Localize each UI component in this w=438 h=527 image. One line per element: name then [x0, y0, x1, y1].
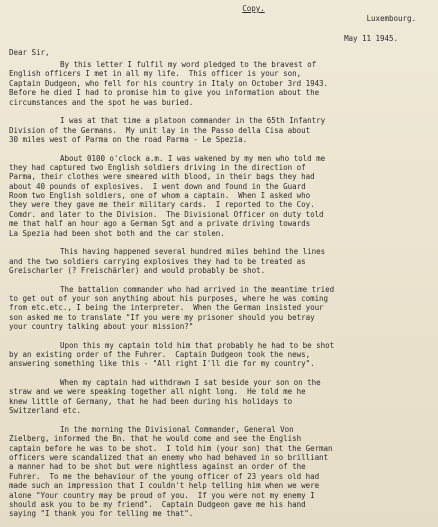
- text-line: La Spezia had been shot both and the car stolen.: [9, 228, 225, 238]
- text-line: alone "Your country may be proud of you. If you were not my enemy I: [9, 490, 315, 500]
- text-line: I was at that time a platoon commander in the 65th Infantry: [60, 116, 326, 126]
- text-line: a manner had to be shot but were nightless against an order of the: [9, 462, 306, 472]
- text-line: and the two soldiers carrying explosives they had to be treated as: [9, 256, 306, 266]
- paragraph-night: [9, 378, 428, 416]
- text-line: knew little of Germany, that he had been during his holidays to: [9, 396, 293, 406]
- text-line: Switzerland etc.: [9, 406, 81, 416]
- text-line: About 0100 o'clock a.m. I was wakened by my men who told me: [60, 153, 326, 163]
- text-line: saying "I thank you for telling me that".: [9, 509, 194, 519]
- text-line: Zielberg, informed the Bn. that he would come and see the English: [9, 434, 302, 444]
- paragraph-platoon: [9, 116, 428, 144]
- text-line: Room two English soldiers, one of whom a captain. When I asked who: [9, 191, 311, 201]
- text-line: Parma, their clothes were smeared with blood, in their bags they had: [9, 172, 315, 182]
- text-line: When my captain had withdrawn I sat beside your son on the: [60, 378, 321, 388]
- text-line: In the morning the Divisional Commander, General Von: [60, 424, 294, 434]
- text-line: English officers I met in all my life. This officer is your son,: [9, 69, 302, 79]
- text-line: answering something like this - "All right I'll die for my country".: [9, 359, 315, 369]
- text-line: officers were scandalized that an enemy who had behaved in so brilliant: [9, 452, 329, 462]
- text-line: This having happened several hundred miles behind the lines: [60, 247, 326, 257]
- letter-date: May 11 1945.: [344, 34, 398, 43]
- text-line: straw and we were speaking together all night long. He told me he: [9, 387, 306, 397]
- paragraph-explosives: [9, 247, 428, 275]
- text-line: they were they gave me their military cards. I reported to the Coy.: [9, 200, 315, 210]
- paragraph-morning: [9, 425, 428, 519]
- text-line: circumstances and the spot he was buried.: [9, 97, 194, 107]
- copy-heading: Copy.: [242, 4, 265, 13]
- text-line: Before he died I had to promise him to give you information about the: [9, 88, 320, 98]
- text-line: The battalion commander who had arrived in the meantime tried: [60, 284, 335, 294]
- text-line: from etc.etc., I being the interpreter. When the German insisted your: [9, 303, 324, 313]
- paragraph-interrogation: [9, 285, 428, 332]
- paragraph-capture: [9, 154, 428, 239]
- paragraph-pledge: [9, 60, 428, 107]
- text-line: Fuhrer. To me the behaviour of the young officer of 23 years old had: [9, 471, 320, 481]
- text-line: Greischarler (? Freischärler) and would probably be shot.: [9, 265, 266, 275]
- text-line: should ask you to be my friend". Captain Dudgeon gave me his hand: [9, 499, 306, 509]
- text-line: Captain Dudgeon, who fell for his country in Italy on October 3rd 1943.: [9, 78, 329, 88]
- text-line: about 40 pounds of explosives. I went down and found in the Guard: [9, 181, 306, 191]
- text-line: Comdr. and later to the Division. The Divisional Officer on duty told: [9, 209, 324, 219]
- paragraph-order: [9, 341, 428, 369]
- text-line: son asked me to translate "If you were my prisoner should you betray: [9, 312, 315, 322]
- text-line: Upon this my captain told him that probably he had to be shot: [60, 340, 335, 350]
- text-line: made such an impression that I couldn't help telling him when we were: [9, 481, 320, 491]
- text-line: me that half an hour ago a German Sgt and a private driving towards: [9, 219, 311, 229]
- text-line: by an existing order of the Fuhrer. Captain Dudgeon took the news,: [9, 350, 311, 360]
- text-line: 30 miles west of Parma on the road Parma - Le Spezia.: [9, 134, 248, 144]
- letter-place: Luxembourg.: [366, 14, 416, 23]
- text-line: your country talking about your mission?": [9, 322, 194, 332]
- text-line: they had captured two English soldiers driving in the direction of: [9, 162, 306, 172]
- text-line: By this letter I fulfil my word pledged to the bravest of: [60, 60, 317, 69]
- text-line: to get out of your son anything about his purposes, where he was coming: [9, 293, 329, 303]
- text-line: Division of the Germans. My unit lay in the Passo della Cisa about: [9, 125, 311, 135]
- text-line: captain before he was to be shot. I told him (your son) that the German: [9, 443, 333, 453]
- salutation: Dear Sir,: [9, 48, 50, 57]
